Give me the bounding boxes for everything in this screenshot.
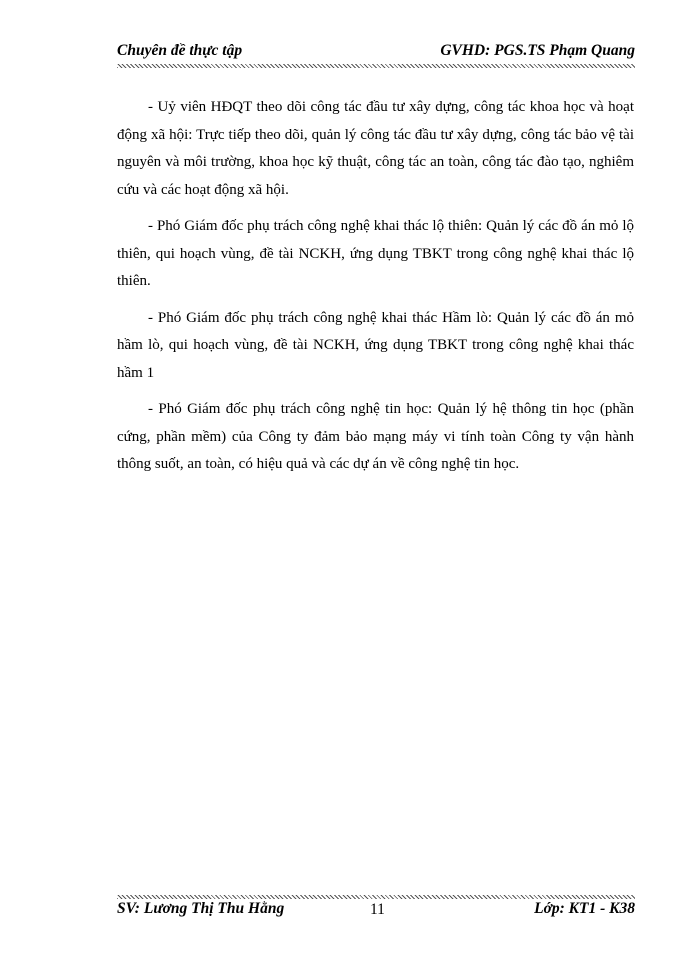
document-body [117,94,634,488]
paragraph-it-director: - Phó Giám đốc phụ trách công nghệ tin học: Quản lý hệ thông tin học (phần cứng, phần mềm) của Công ty đảm bảo mạng máy vi tính toàn Công ty vận hành thông suốt, an toàn, có hiệu quả và các dự án về công nghệ tin học. [117,401,634,472]
header-rule [117,64,635,68]
header-advisor: GVHD: PGS.TS Phạm Quang [440,42,635,59]
paragraph-underground-director: - Phó Giám đốc phụ trách công nghệ khai thác Hầm lò: Quản lý các đồ án mỏ hầm lò, qui hoạch vùng, đề tài NCKH, ứng dụng TBKT trong công nghệ khai thác hầm 1 [117,309,634,381]
page-number: 11 [370,901,385,918]
footer-rule [117,895,635,899]
paragraph-open-pit-director: - Phó Giám đốc phụ trách công nghệ khai thác lộ thiên: Quản lý các đồ án mỏ lộ thiên, qui hoạch vùng, đề tài NCKH, ứng dụng TBKT trong công nghệ khai thác lộ thiên. [117,218,634,289]
footer-class: Lớp: KT1 - K38 [534,900,635,917]
paragraph-board-member: - Uỷ viên HĐQT theo dõi công tác đầu tư xây dựng, công tác khoa học và hoạt động xã hội: Trực tiếp theo dõi, quản lý công tác đầu tư xây dựng, công tác bảo vệ tài nguyên và môi trường, khoa học kỹ thuật, công tác an toàn, công tác đào tạo, nghiêm cứu và các hoạt động xã hội. [117,99,634,198]
header-title: Chuyên đề thực tập [117,42,243,59]
footer-student: SV: Lương Thị Thu Hằng [117,900,285,917]
page-footer [117,900,635,922]
page-header [117,42,635,64]
